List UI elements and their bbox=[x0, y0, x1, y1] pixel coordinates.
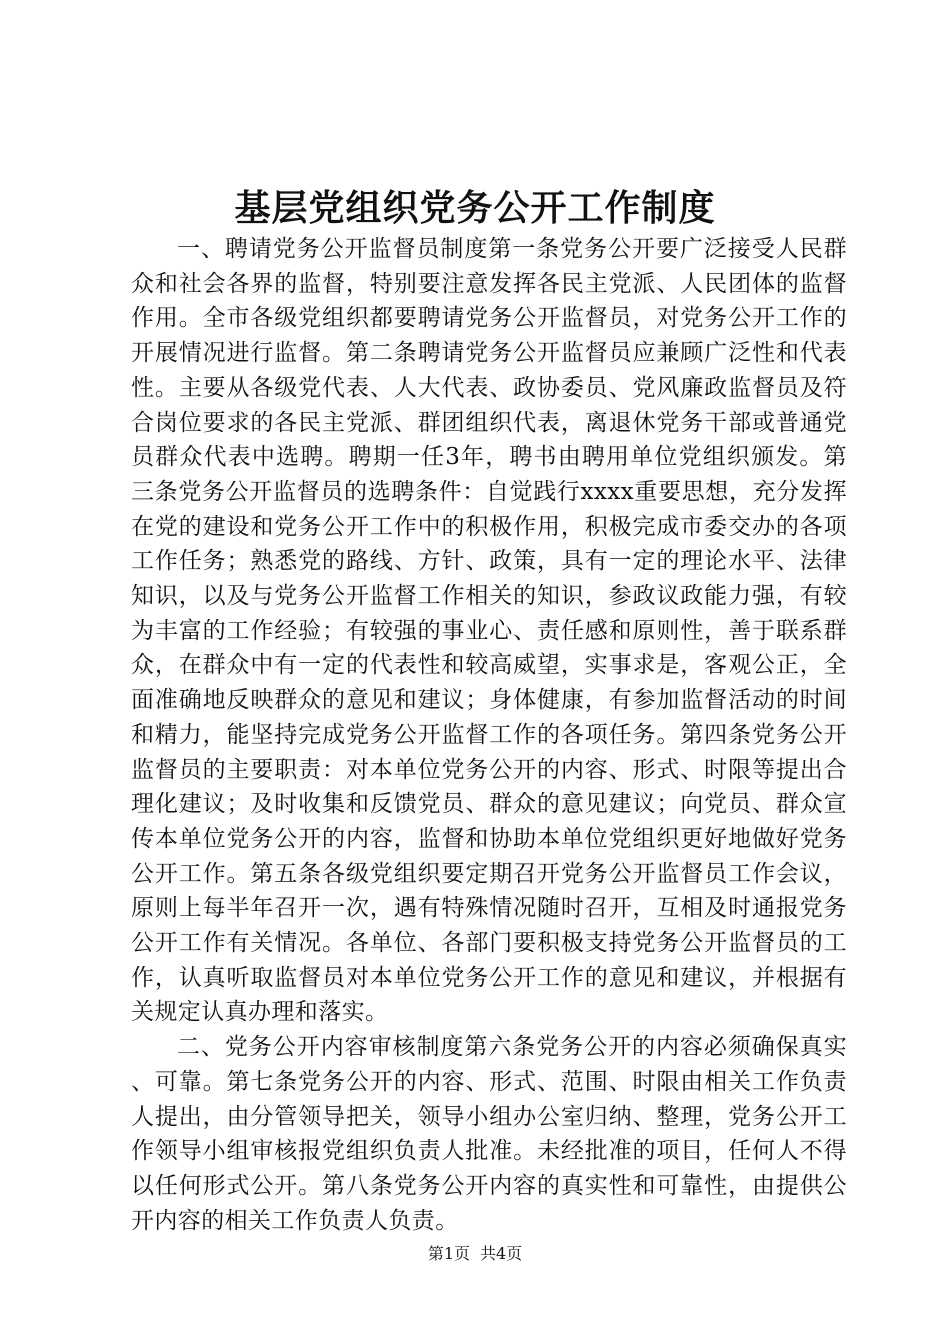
page-total: 共4页 bbox=[480, 1244, 523, 1263]
document-body bbox=[131, 232, 847, 1238]
page-footer bbox=[0, 1242, 950, 1266]
document-title: 基层党组织党务公开工作制度 bbox=[234, 187, 716, 229]
page-number: 第1页 bbox=[427, 1244, 470, 1263]
paragraph-2: 二、党务公开内容审核制度第六条党务公开的内容必须确保真实、可靠。第七条党务公开的内容、形式、范围、时限由相关工作负责人提出，由分管领导把关，领导小组办公室归纳、整理，党务公开工作领导小组审核报党组织负责人批准。未经批准的项目，任何人不得以任何形式公开。第八条党务公开内容的真实性和可靠性，由提供公开内容的相关工作负责人负责。 bbox=[131, 1034, 847, 1234]
paragraph-1: 一、聘请党务公开监督员制度第一条党务公开要广泛接受人民群众和社会各界的监督，特别要注意发挥各民主党派、人民团体的监督作用。全市各级党组织都要聘请党务公开监督员，对党务公开工作的开展情况进行监督。第二条聘请党务公开监督员应兼顾广泛性和代表性。主要从各级党代表、人大代表、政协委员、党风廉政监督员及符合岗位要求的各民主党派、群团组织代表，离退休党务干部或普通党员群众代表中选聘。聘期一任3年，聘书由聘用单位党组织颁发。第三条党务公开监督员的选聘条件：自觉践行xxxx重要思想，充分发挥在党的建设和党务公开工作中的积极作用，积极完成市委交办的各项工作任务；熟悉党的路线、方针、政策，具有一定的理论水平、法律知识，以及与党务公开监督工作相关的知识，参政议政能力强，有较为丰富的工作经验；有较强的事业心、责任感和原则性，善于联系群众，在群众中有一定的代表性和较高威望，实事求是，客观公正，全面准确地反映群众的意见和建议；身体健康，有参加监督活动的时间和精力，能坚持完成党务公开监督工作的各项任务。第四条党务公开监督员的主要职责：对本单位党务公开的内容、形式、时限等提出合理化建议；及时收集和反馈党员、群众的意见建议；向党员、群众宣传本单位党务公开的内容，监督和协助本单位党组织更好地做好党务公开工作。第五条各级党组织要定期召开党务公开监督员工作会议，原则上每半年召开一次，遇有特殊情况随时召开，互相及时通报党务公开工作有关情况。各单位、各部门要积极支持党务公开监督员的工作，认真听取监督员对本单位党务公开工作的意见和建议，并根据有关规定认真办理和落实。 bbox=[131, 236, 847, 1026]
